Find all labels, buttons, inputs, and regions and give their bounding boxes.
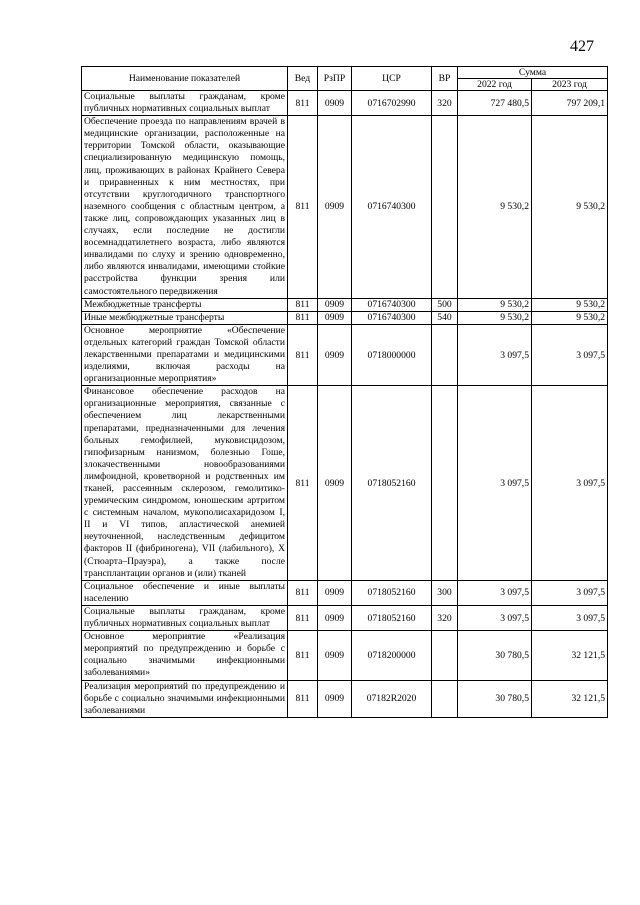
row-sum-2023: 32 121,5: [532, 631, 608, 680]
row-name: Основное мероприятие «Обеспечение отдельных категорий граждан Томской области лекарственными препаратами и медицинскими изделиями, включая расходы на организационные мероприятия»: [82, 324, 288, 385]
row-name: Основное мероприятие «Реализация мероприятий по предупреждению и борьбе с социально значимыми инфекционными заболеваниями»: [82, 631, 288, 680]
row-sum-2022: 3 097,5: [458, 605, 532, 630]
table-row: [82, 605, 608, 630]
table-row: [82, 311, 608, 324]
table-row: [82, 386, 608, 581]
row-sum-2023: 797 209,1: [532, 91, 608, 116]
row-rzpr: 0909: [318, 580, 352, 605]
row-name: Финансовое обеспечение расходов на организационные мероприятия, связанные с обеспечением лиц лекарственными препаратами, предназначенными для лечения больных гемофилией, муковисцидозом, гипофизарным нанизмом, болезнью Гоше, злокачественными новообразованиями лимфоидной, кроветворной и родственных им тканей, рассеянным склерозом, гемолитико-уремическим синдромом, юношеским артритом с системным началом, мукополисахаридозом I, II и VI типов, апластической анемией неуточненной, наследственным дефицитом факторов II (фибриногена), VII (лабильного), X (Стюарта–Прауэра), а также после трансплантации органов и (или) тканей: [82, 386, 288, 581]
row-csr: 0716740300: [352, 116, 432, 298]
row-sum-2022: 727 480,5: [458, 91, 532, 116]
row-ved: 811: [288, 605, 318, 630]
table-row: [82, 324, 608, 385]
row-csr: 0718052160: [352, 605, 432, 630]
row-name: Реализация мероприятий по предупреждению и борьбе с социально значимыми инфекционными заболеваниями: [82, 680, 288, 717]
row-name: Межбюджетные трансферты: [82, 298, 288, 311]
row-vr: 320: [432, 91, 458, 116]
row-vr: [432, 386, 458, 581]
row-sum-2022: 30 780,5: [458, 680, 532, 717]
row-sum-2023: 9 530,2: [532, 298, 608, 311]
row-rzpr: 0909: [318, 116, 352, 298]
row-rzpr: 0909: [318, 631, 352, 680]
header-name: Наименование показателей: [82, 67, 288, 91]
table-row: [82, 116, 608, 298]
row-name: Социальное обеспечение и иные выплаты населению: [82, 580, 288, 605]
row-ved: 811: [288, 298, 318, 311]
row-rzpr: 0909: [318, 324, 352, 385]
table-body: [82, 91, 608, 718]
row-sum-2022: 9 530,2: [458, 311, 532, 324]
row-sum-2023: 32 121,5: [532, 680, 608, 717]
row-ved: 811: [288, 580, 318, 605]
row-sum-2022: 9 530,2: [458, 116, 532, 298]
row-csr: 0718200000: [352, 631, 432, 680]
table-row: [82, 580, 608, 605]
row-ved: 811: [288, 91, 318, 116]
row-csr: 07182R2020: [352, 680, 432, 717]
row-sum-2022: 9 530,2: [458, 298, 532, 311]
row-rzpr: 0909: [318, 605, 352, 630]
row-rzpr: 0909: [318, 311, 352, 324]
row-sum-2022: 3 097,5: [458, 324, 532, 385]
row-sum-2023: 9 530,2: [532, 311, 608, 324]
row-sum-2022: 3 097,5: [458, 386, 532, 581]
row-vr: 500: [432, 298, 458, 311]
row-ved: 811: [288, 386, 318, 581]
row-sum-2023: 9 530,2: [532, 116, 608, 298]
row-vr: [432, 680, 458, 717]
budget-table: [81, 66, 608, 718]
row-sum-2022: 3 097,5: [458, 580, 532, 605]
table-row: [82, 631, 608, 680]
row-rzpr: 0909: [318, 298, 352, 311]
row-csr: 0716702990: [352, 91, 432, 116]
row-vr: [432, 116, 458, 298]
row-vr: 320: [432, 605, 458, 630]
row-name: Социальные выплаты гражданам, кроме публичных нормативных социальных выплат: [82, 91, 288, 116]
row-sum-2022: 30 780,5: [458, 631, 532, 680]
row-vr: 540: [432, 311, 458, 324]
page-number: 427: [570, 38, 594, 55]
row-ved: 811: [288, 631, 318, 680]
row-rzpr: 0909: [318, 386, 352, 581]
row-rzpr: 0909: [318, 680, 352, 717]
table-row: [82, 91, 608, 116]
row-sum-2023: 3 097,5: [532, 386, 608, 581]
row-name: Обеспечение проезда по направлениям врачей в медицинские организации, расположенные на территории Томской области, оказывающие специализированную медицинскую помощь, лиц, проживающих в районах Крайнего Севера и приравненных к ним местностях, при отсутствии круглогодичного транспортного наземного сообщения с областным центром, а также лиц, сопровождающих указанных лиц в случаях, если последние не достигли восемнадцатилетнего возраста, либо являются инвалидами по слуху и зрению одновременно, либо являются инвалидами, имеющими стойкие расстройства функции зрения или самостоятельного передвижения: [82, 116, 288, 298]
table-row: [82, 680, 608, 717]
header-csr: ЦСР: [352, 67, 432, 91]
header-vr: ВР: [432, 67, 458, 91]
row-name: Иные межбюджетные трансферты: [82, 311, 288, 324]
row-csr: 0718052160: [352, 580, 432, 605]
table-row: [82, 298, 608, 311]
row-vr: 300: [432, 580, 458, 605]
row-ved: 811: [288, 680, 318, 717]
row-vr: [432, 324, 458, 385]
row-csr: 0718052160: [352, 386, 432, 581]
header-year-2023: 2023 год: [532, 79, 608, 91]
row-ved: 811: [288, 324, 318, 385]
row-rzpr: 0909: [318, 91, 352, 116]
row-ved: 811: [288, 311, 318, 324]
row-ved: 811: [288, 116, 318, 298]
row-csr: 0716740300: [352, 311, 432, 324]
header-ved: Вед: [288, 67, 318, 91]
row-vr: [432, 631, 458, 680]
row-sum-2023: 3 097,5: [532, 324, 608, 385]
header-rzpr: РзПР: [318, 67, 352, 91]
row-sum-2023: 3 097,5: [532, 605, 608, 630]
row-sum-2023: 3 097,5: [532, 580, 608, 605]
header-sum: Сумма: [458, 67, 608, 79]
row-name: Социальные выплаты гражданам, кроме публичных нормативных социальных выплат: [82, 605, 288, 630]
header-year-2022: 2022 год: [458, 79, 532, 91]
row-csr: 0718000000: [352, 324, 432, 385]
row-csr: 0716740300: [352, 298, 432, 311]
